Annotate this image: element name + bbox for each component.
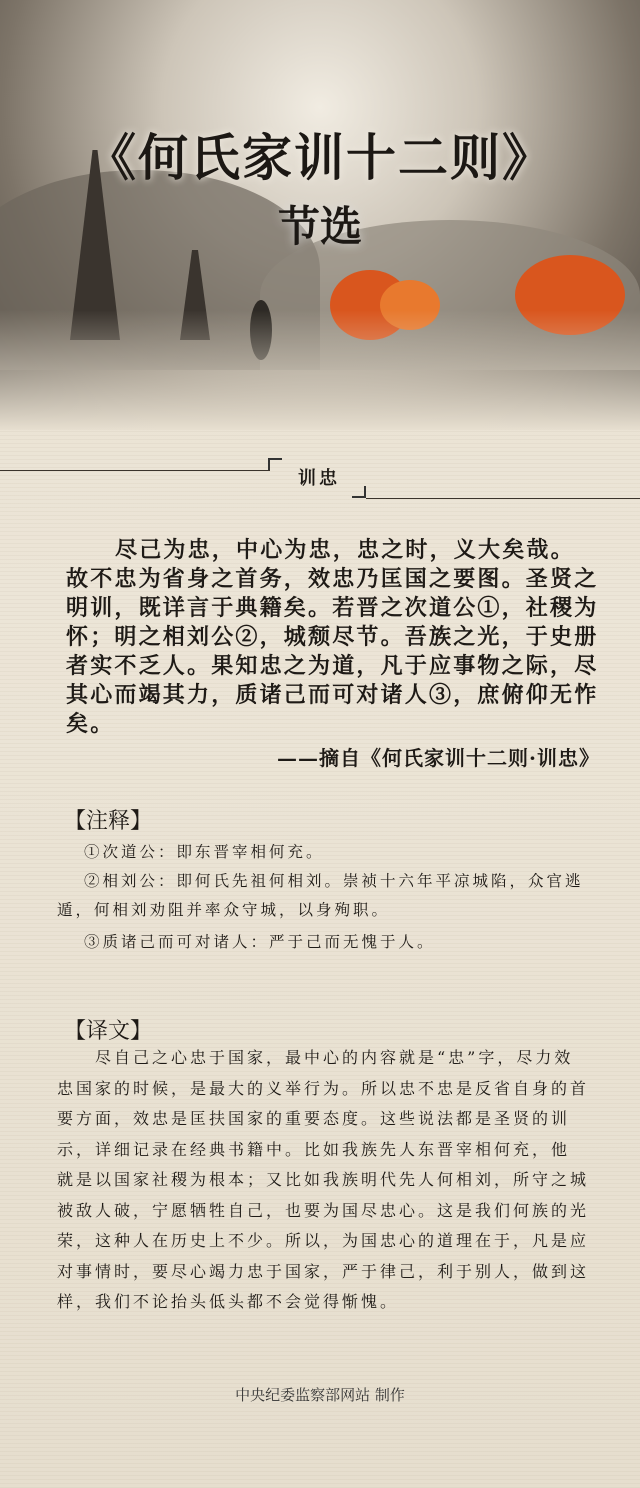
note-item: 遁，何相刘劝阻并率众守城，以身殉职。 (57, 901, 391, 919)
translation-heading: 【译文】 (64, 1019, 153, 1044)
page-title: 《何氏家训十二则》 (86, 128, 554, 187)
text-line: 对事情时，要尽心竭力忠于国家，严于律己，利于别人，做到这 (57, 1261, 590, 1281)
bracket-decoration (352, 486, 366, 498)
text-line: 矣。 (66, 711, 115, 737)
text-line: 就是以国家社稷为根本；又比如我族明代先人何相刘，所守之城 (57, 1170, 590, 1189)
text-line: 明训，既详言于典籍矣。若晋之次道公①，社稷为 (66, 595, 599, 621)
section-title: 训忠 (298, 468, 340, 489)
text-line: 尽自己之心忠于国家，最中心的内容就是“忠”字，尽力效 (95, 1048, 574, 1067)
divider (0, 470, 270, 471)
text-line: 样，我们不论抬头低头都不会觉得惭愧。 (57, 1292, 400, 1311)
footer-credit: 中央纪委监察部网站 制作 (235, 1386, 405, 1404)
notes-heading: 【注释】 (64, 809, 153, 834)
text-line: 怀；明之相刘公②，城颓尽节。吾族之光，于史册 (66, 624, 599, 650)
notes-list (57, 838, 617, 957)
note-item: ③质诸己而可对诸人：严于己而无愧于人。 (84, 933, 436, 951)
text-line: 被敌人破，宁愿牺牲自己，也要为国尽忠心。这是我们何族的光 (57, 1200, 590, 1220)
bracket-decoration (268, 458, 282, 470)
translation-text (57, 1043, 617, 1318)
text-line: 要方面，效忠是匡扶国家的重要态度。这些说法都是圣贤的训 (57, 1109, 571, 1128)
original-text (66, 536, 614, 739)
page-subtitle: 节选 (277, 202, 362, 251)
text-line: 荣，这种人在历史上不少。所以，为国忠心的道理在于，凡是应 (57, 1231, 590, 1250)
text-line: 者实不乏人。果知忠之为道，凡于应事物之际，尽 (66, 653, 599, 679)
divider (366, 498, 640, 499)
text-line: 其心而竭其力，质诸己而可对诸人③，庶俯仰无怍 (66, 682, 599, 708)
source-citation: ——摘自《何氏家训十二则·训忠》 (277, 746, 600, 770)
text-line: 尽己为忠，中心为忠，忠之时，义大矣哉。 (115, 537, 575, 563)
text-line: 示，详细记录在经典书籍中。比如我族先人东晋宰相何充，他 (57, 1139, 571, 1159)
header-banner (0, 0, 640, 430)
note-item: ②相刘公：即何氏先祖何相刘。崇祯十六年平凉城陷，众官逃 (84, 872, 584, 890)
note-item: ①次道公：即东晋宰相何充。 (84, 843, 325, 861)
text-line: 忠国家的时候，是最大的义举行为。所以忠不忠是反省自身的首 (57, 1078, 590, 1098)
text-line: 故不忠为省身之首务，效忠乃匡国之要图。圣贤之 (66, 566, 599, 592)
